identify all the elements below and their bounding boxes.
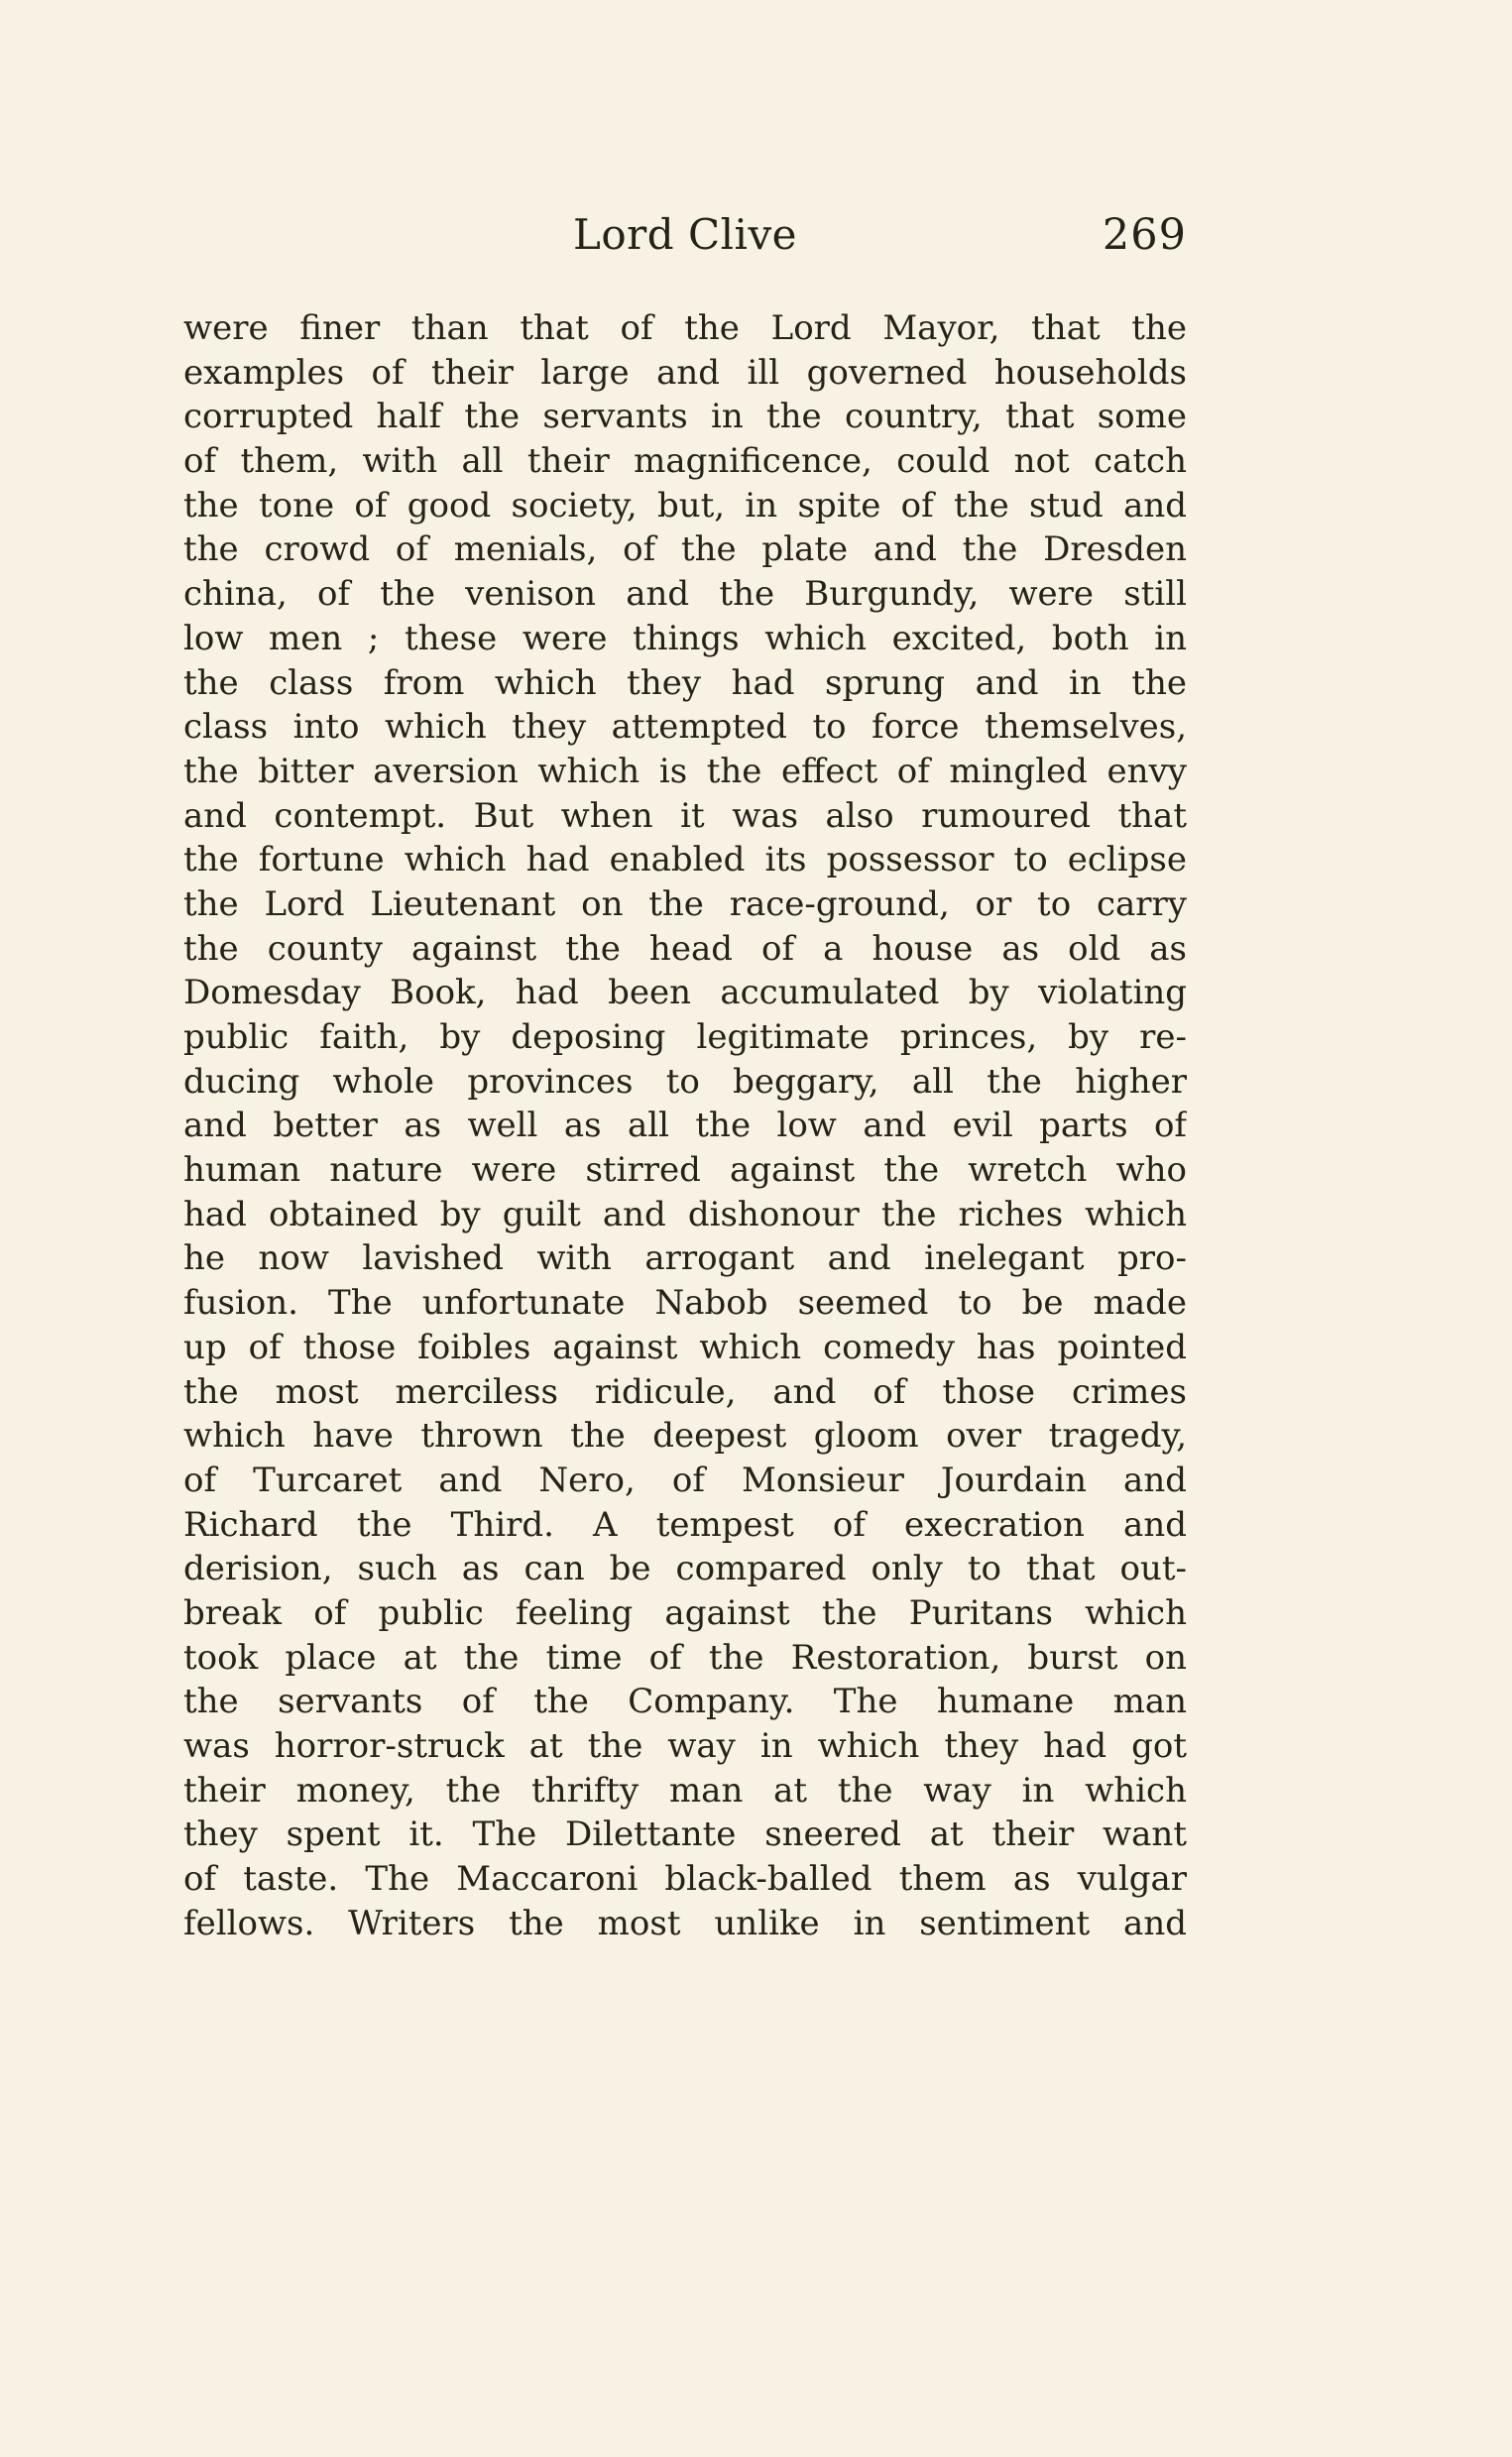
running-title: Lord Clive — [572, 210, 798, 259]
text-line: low men ; these were things which excited, both in — [183, 618, 1187, 658]
text-line: Richard the Third. A tempest of execration and — [183, 1504, 1187, 1545]
text-line: Domesday Book, had been accumulated by violating — [183, 973, 1187, 1013]
text-line: of them, with all their magnificence, could not catch — [183, 441, 1187, 482]
text-line: were finer than that of the Lord Mayor, that the — [183, 308, 1187, 348]
text-line: fellows. Writers the most unlike in sentiment and — [183, 1903, 1187, 1943]
text-line: he now lavished with arrogant and inelegant pro- — [183, 1238, 1187, 1279]
text-line: the county against the head of a house as old as — [183, 928, 1187, 969]
text-line: and better as well as all the low and evil parts of — [183, 1106, 1187, 1146]
text-line: fusion. The unfortunate Nabob seemed to be made — [183, 1283, 1187, 1324]
text-line: ducing whole provinces to beggary, all the higher — [183, 1061, 1187, 1102]
text-line: which have thrown the deepest gloom over tragedy, — [183, 1416, 1187, 1457]
text-line: was horror-struck at the way in which they had got — [183, 1726, 1187, 1766]
text-line: public faith, by deposing legitimate princes, by re- — [183, 1017, 1187, 1057]
text-line: human nature were stirred against the wretch who — [183, 1150, 1187, 1191]
text-line: the crowd of menials, of the plate and the Dresden — [183, 529, 1187, 570]
text-line: had obtained by guilt and dishonour the riches which — [183, 1194, 1187, 1234]
text-line: their money, the thrifty man at the way in which — [183, 1770, 1187, 1811]
text-line: and contempt. But when it was also rumoured that — [183, 795, 1187, 836]
text-line: examples of their large and ill governed households — [183, 352, 1187, 393]
text-line: corrupted half the servants in the country, that some — [183, 397, 1187, 437]
text-line: china, of the venison and the Burgundy, were still — [183, 574, 1187, 615]
running-head — [183, 210, 1187, 270]
text-line: the Lord Lieutenant on the race-ground, or to carry — [183, 883, 1187, 924]
text-line: the class from which they had sprung and in the — [183, 662, 1187, 703]
text-line: the bitter aversion which is the effect of mingled envy — [183, 751, 1187, 791]
text-line: the servants of the Company. The humane man — [183, 1682, 1187, 1722]
text-line: the fortune which had enabled its possessor to eclipse — [183, 840, 1187, 880]
text-line: of Turcaret and Nero, of Monsieur Jourdain and — [183, 1460, 1187, 1500]
text-line: break of public feeling against the Puritans which — [183, 1592, 1187, 1633]
text-line: the tone of good society, but, in spite of the stud and — [183, 485, 1187, 526]
text-line: took place at the time of the Restoration, burst on — [183, 1637, 1187, 1678]
text-line: of taste. The Maccaroni black-balled them as vulgar — [183, 1859, 1187, 1900]
text-line: derision, such as can be compared only to that out- — [183, 1549, 1187, 1589]
text-line: class into which they attempted to force themselves, — [183, 707, 1187, 748]
text-line: they spent it. The Dilettante sneered at their want — [183, 1814, 1187, 1855]
text-line: up of those foibles against which comedy has pointed — [183, 1327, 1187, 1367]
page-number: 269 — [1102, 210, 1187, 260]
text-line: the most merciless ridicule, and of those crimes — [183, 1371, 1187, 1412]
body-text — [183, 306, 1187, 1945]
